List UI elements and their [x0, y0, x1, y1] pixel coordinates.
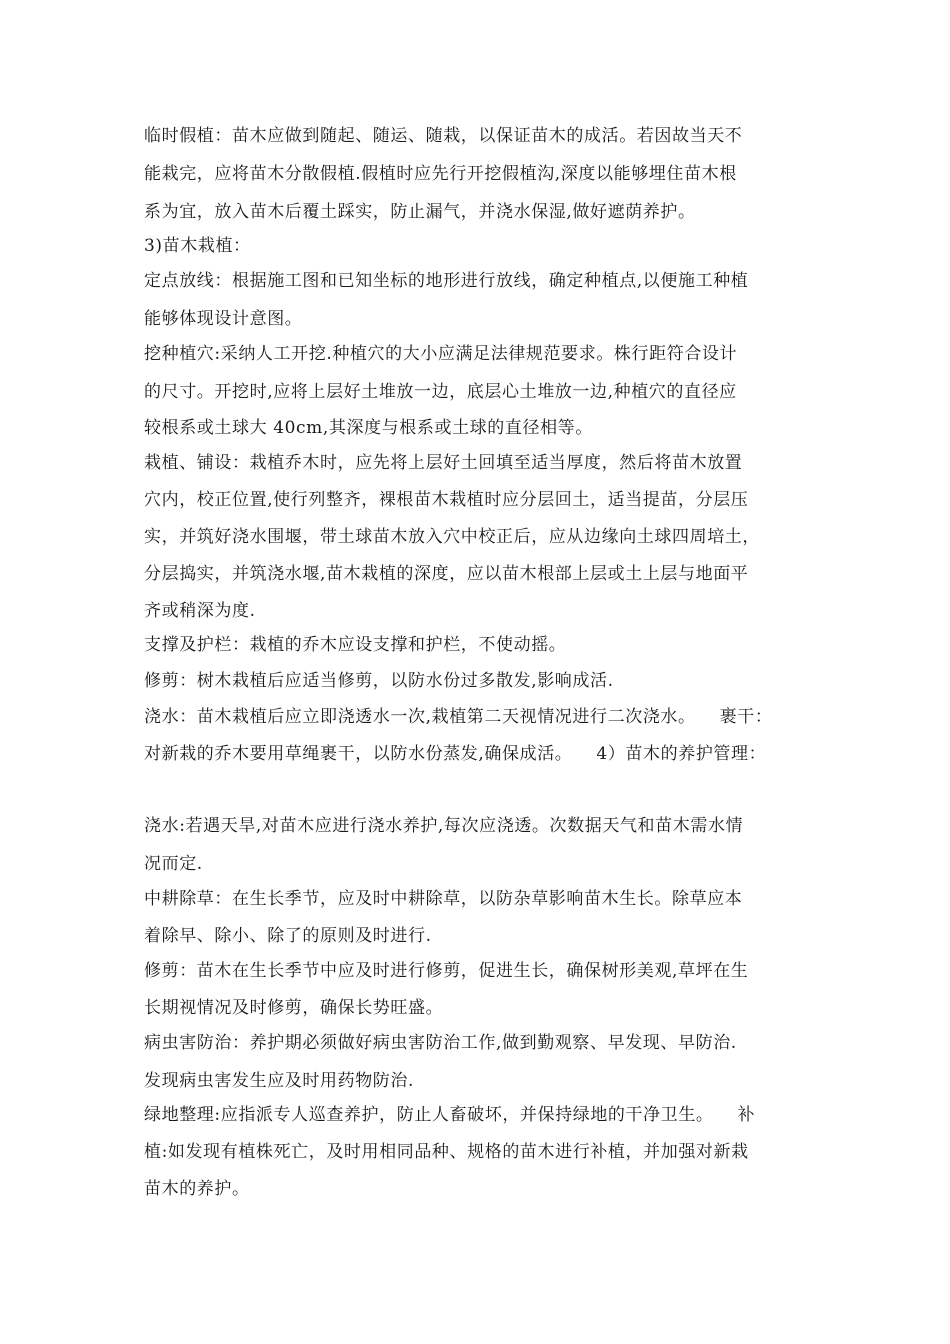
- text-line: 支撑及护栏：栽植的乔木应设支撑和护栏，不使动摇。: [144, 635, 567, 655]
- text-line: 能栽完，应将苗木分散假植.假植时应先行开挖假植沟,深度以能够埋住苗木根: [144, 164, 737, 184]
- text-line: 对新栽的乔木要用草绳裹干，以防水份蒸发,确保成活。 4）苗木的养护管理：: [144, 744, 767, 764]
- text-line: 中耕除草：在生长季节，应及时中耕除草，以防杂草影响苗木生长。除草应本: [144, 889, 743, 909]
- section-heading: 3)苗木栽植：: [144, 236, 251, 256]
- text-line: 浇水:若遇天旱,对苗木应进行浇水养护,每次应浇透。次数据天气和苗木需水情: [144, 816, 744, 836]
- text-line: 着除早、除小、除了的原则及时进行.: [144, 926, 432, 946]
- text-line: 穴内，校正位置,使行列整齐，裸根苗木栽植时应分层回土，适当提苗，分层压: [144, 490, 749, 510]
- text-line: 齐或稍深为度.: [144, 601, 256, 621]
- text-line: 挖种植穴:采纳人工开挖.种植穴的大小应满足法律规范要求。株行距符合设计: [144, 344, 738, 364]
- text-line: 栽植、铺设：栽植乔木时，应先将上层好土回填至适当厚度，然后将苗木放置: [144, 453, 743, 473]
- text-line: 绿地整理:应指派专人巡查养护，防止人畜破坏，并保持绿地的干净卫生。 补: [144, 1105, 756, 1125]
- text-line: 较根系或土球大 40cm,其深度与根系或土球的直径相等。: [144, 418, 593, 438]
- text-line: 实，并筑好浇水围堰，带土球苗木放入穴中校正后，应从边缘向土球四周培土，: [144, 527, 760, 547]
- text-line: 的尺寸。开挖时,应将上层好土堆放一边，底层心土堆放一边,种植穴的直径应: [144, 382, 737, 402]
- text-line: 修剪：苗木在生长季节中应及时进行修剪，促进生长，确保树形美观,草坪在生: [144, 961, 749, 981]
- text-line: 系为宜，放入苗木后覆土踩实，防止漏气，并浇水保湿,做好遮荫养护。: [144, 202, 696, 222]
- text-line: 定点放线：根据施工图和已知坐标的地形进行放线，确定种植点,以便施工种植: [144, 271, 749, 291]
- text-line: 浇水：苗木栽植后应立即浇透水一次,栽植第二天视情况进行二次浇水。 裹干：: [144, 707, 773, 727]
- text-line: 苗木的养护。: [144, 1179, 250, 1199]
- text-line: 发现病虫害发生应及时用药物防治.: [144, 1071, 415, 1091]
- text-line: 植:如发现有植株死亡，及时用相同品种、规格的苗木进行补植，并加强对新栽: [144, 1142, 749, 1162]
- text-line: 况而定.: [144, 854, 203, 874]
- text-line: 分层捣实，并筑浇水堰,苗木栽植的深度，应以苗木根部上层或土上层与地面平: [144, 564, 749, 584]
- text-line: 临时假植：苗木应做到随起、随运、随栽，以保证苗木的成活。若因故当天不: [144, 126, 743, 146]
- text-line: 病虫害防治：养护期必须做好病虫害防治工作,做到勤观察、早发现、早防治.: [144, 1033, 737, 1053]
- text-line: 长期视情况及时修剪，确保长势旺盛。: [144, 998, 444, 1018]
- text-line: 能够体现设计意图。: [144, 309, 303, 329]
- text-line: 修剪：树木栽植后应适当修剪，以防水份过多散发,影响成活.: [144, 671, 614, 691]
